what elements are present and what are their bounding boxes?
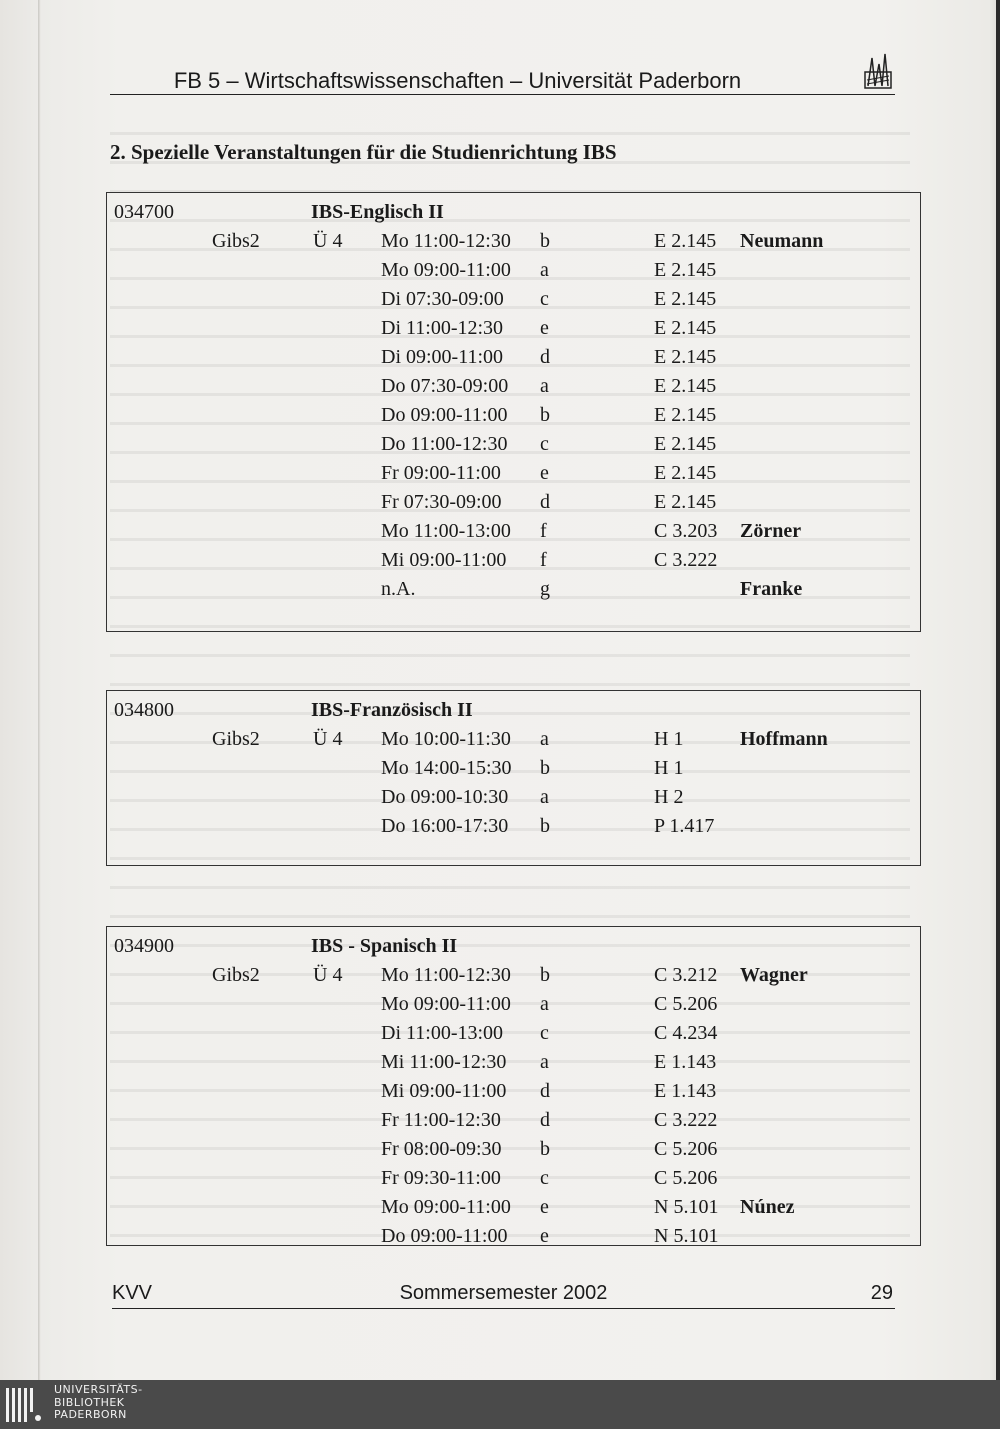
schedule-time: Di 11:00-12:30 xyxy=(381,317,504,339)
schedule-time: Fr 11:00-12:30 xyxy=(381,1109,501,1131)
library-line: UNIVERSITÄTS- xyxy=(54,1383,143,1396)
schedule-time: Fr 09:00-11:00 xyxy=(381,462,501,484)
schedule-room: E 2.145 xyxy=(654,230,717,252)
schedule-time: Di 09:00-11:00 xyxy=(381,346,504,368)
schedule-room: C 3.222 xyxy=(654,549,718,571)
course-number: 034800 xyxy=(114,699,174,721)
schedule-section: d xyxy=(540,1109,550,1131)
schedule-room: P 1.417 xyxy=(654,815,715,837)
schedule-section: c xyxy=(540,433,549,455)
schedule-section: a xyxy=(540,1051,549,1073)
schedule-type: Ü 4 xyxy=(313,230,343,252)
schedule-room: E 2.145 xyxy=(654,433,717,455)
schedule-teacher: Wagner xyxy=(740,964,808,986)
schedule-room: C 3.212 xyxy=(654,964,718,986)
schedule-section: e xyxy=(540,1196,549,1218)
library-name xyxy=(54,1384,143,1422)
schedule-section: d xyxy=(540,346,550,368)
library-banner xyxy=(0,1380,1000,1429)
schedule-time: Mi 09:00-11:00 xyxy=(381,549,507,571)
schedule-section: e xyxy=(540,1225,549,1247)
schedule-section: e xyxy=(540,317,549,339)
course-box-englisch xyxy=(106,192,921,632)
schedule-room: E 2.145 xyxy=(654,346,717,368)
schedule-time: Mo 09:00-11:00 xyxy=(381,1196,511,1218)
schedule-room: H 1 xyxy=(654,728,684,750)
schedule-section: b xyxy=(540,230,550,252)
schedule-room: E 2.145 xyxy=(654,317,717,339)
schedule-time: Do 07:30-09:00 xyxy=(381,375,509,397)
schedule-time: Do 09:00-11:00 xyxy=(381,404,508,426)
schedule-section: a xyxy=(540,993,549,1015)
course-number: 034700 xyxy=(114,201,174,223)
schedule-type: Ü 4 xyxy=(313,964,343,986)
schedule-section: d xyxy=(540,1080,550,1102)
schedule-time: Fr 08:00-09:30 xyxy=(381,1138,502,1160)
schedule-time: Mo 09:00-11:00 xyxy=(381,259,511,281)
footer-kvv: KVV xyxy=(112,1282,153,1304)
schedule-room: E 2.145 xyxy=(654,375,717,397)
schedule-time: n.A. xyxy=(381,578,416,600)
schedule-section: b xyxy=(540,404,550,426)
schedule-room: C 3.203 xyxy=(654,520,718,542)
course-box-spanisch xyxy=(106,926,921,1246)
schedule-time: Di 07:30-09:00 xyxy=(381,288,504,310)
schedule-time: Mo 10:00-11:30 xyxy=(381,728,511,750)
schedule-time: Mo 11:00-12:30 xyxy=(381,230,511,252)
schedule-type: Ü 4 xyxy=(313,728,343,750)
schedule-group: Gibs2 xyxy=(212,964,260,986)
page-edge xyxy=(996,0,1000,1380)
schedule-room: N 5.101 xyxy=(654,1225,719,1247)
schedule-time: Do 16:00-17:30 xyxy=(381,815,509,837)
course-number: 034900 xyxy=(114,935,174,957)
schedule-room: H 2 xyxy=(654,786,684,808)
library-line: BIBLIOTHEK xyxy=(54,1395,125,1409)
schedule-room: E 2.145 xyxy=(654,462,717,484)
schedule-teacher: Hoffmann xyxy=(740,728,828,750)
schedule-room: E 2.145 xyxy=(654,288,717,310)
schedule-room: C 4.234 xyxy=(654,1022,718,1044)
schedule-room: C 5.206 xyxy=(654,1138,718,1160)
schedule-time: Fr 09:30-11:00 xyxy=(381,1167,501,1189)
schedule-group: Gibs2 xyxy=(212,728,260,750)
schedule-teacher: Franke xyxy=(740,578,803,600)
schedule-room: E 2.145 xyxy=(654,491,717,513)
university-logo-icon xyxy=(863,50,893,90)
schedule-room: E 2.145 xyxy=(654,259,717,281)
schedule-time: Fr 07:30-09:00 xyxy=(381,491,502,513)
course-title: IBS-Französisch II xyxy=(311,699,473,721)
schedule-teacher: Neumann xyxy=(740,230,824,252)
page-footer xyxy=(112,1282,895,1309)
page-number: 29 xyxy=(870,1282,893,1304)
book-spine-shadow xyxy=(38,0,41,1380)
schedule-time: Mi 11:00-12:30 xyxy=(381,1051,507,1073)
schedule-time: Mo 09:00-11:00 xyxy=(381,993,511,1015)
schedule-time: Di 11:00-13:00 xyxy=(381,1022,504,1044)
schedule-time: Do 09:00-11:00 xyxy=(381,1225,508,1247)
schedule-room: C 5.206 xyxy=(654,1167,718,1189)
schedule-section: d xyxy=(540,491,550,513)
schedule-time: Mo 11:00-12:30 xyxy=(381,964,511,986)
schedule-section: b xyxy=(540,964,550,986)
page-header xyxy=(110,64,895,95)
schedule-time: Do 09:00-10:30 xyxy=(381,786,509,808)
course-box-franzoesisch xyxy=(106,690,921,866)
course-title: IBS-Englisch II xyxy=(311,201,444,223)
schedule-section: b xyxy=(540,815,550,837)
footer-semester: Sommersemester 2002 xyxy=(399,1282,608,1304)
schedule-section: a xyxy=(540,375,549,397)
schedule-section: b xyxy=(540,757,550,779)
schedule-room: E 1.143 xyxy=(654,1051,717,1073)
course-title: IBS - Spanisch II xyxy=(311,935,458,957)
schedule-section: c xyxy=(540,1022,549,1044)
schedule-section: g xyxy=(540,578,550,600)
section-title: 2. Spezielle Veranstaltungen für die Studienrichtung IBS xyxy=(110,140,617,164)
schedule-room: H 1 xyxy=(654,757,684,779)
schedule-time: Mo 14:00-15:30 xyxy=(381,757,512,779)
schedule-time: Mo 11:00-13:00 xyxy=(381,520,511,542)
schedule-room: C 5.206 xyxy=(654,993,718,1015)
schedule-section: c xyxy=(540,1167,549,1189)
schedule-teacher: Zörner xyxy=(740,520,802,542)
schedule-section: f xyxy=(540,520,547,542)
schedule-section: a xyxy=(540,259,549,281)
schedule-section: c xyxy=(540,288,549,310)
schedule-section: f xyxy=(540,549,547,571)
schedule-time: Do 11:00-12:30 xyxy=(381,433,508,455)
schedule-teacher: Núnez xyxy=(740,1196,795,1218)
schedule-section: a xyxy=(540,728,549,750)
schedule-room: E 2.145 xyxy=(654,404,717,426)
library-line: PADERBORN xyxy=(54,1408,127,1421)
header-title: FB 5 – Wirtschaftswissenschaften – Universität Paderborn xyxy=(173,68,742,93)
schedule-room: N 5.101 xyxy=(654,1196,719,1218)
schedule-room: E 1.143 xyxy=(654,1080,717,1102)
schedule-room: C 3.222 xyxy=(654,1109,718,1131)
schedule-section: a xyxy=(540,786,549,808)
schedule-section: b xyxy=(540,1138,550,1160)
schedule-section: e xyxy=(540,462,549,484)
schedule-time: Mi 09:00-11:00 xyxy=(381,1080,507,1102)
schedule-group: Gibs2 xyxy=(212,230,260,252)
library-barcode-icon xyxy=(6,1388,42,1422)
